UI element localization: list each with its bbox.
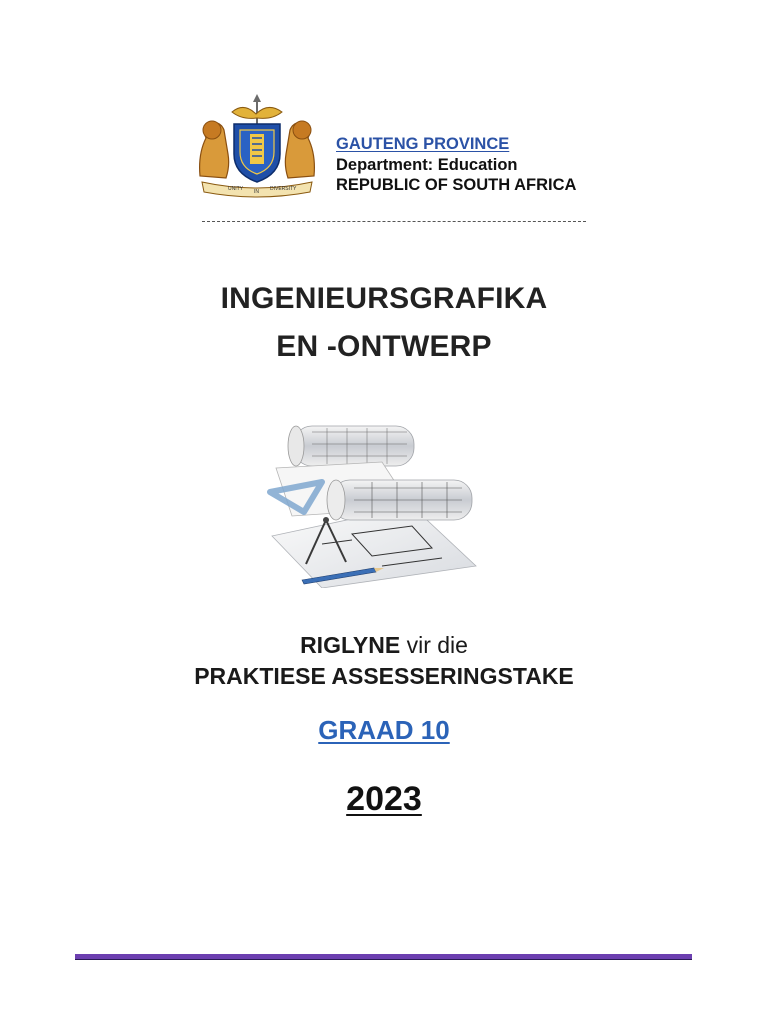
page-title-line-1: INGENIEURSGRAFIKA xyxy=(220,282,548,315)
grade-label: GRAAD 10 xyxy=(318,715,450,745)
coat-of-arms-icon xyxy=(192,94,322,198)
department-block xyxy=(336,136,576,194)
year-label: 2023 xyxy=(346,780,422,818)
footer-divider xyxy=(75,954,692,960)
subtitle-vir-die: vir die xyxy=(406,632,468,658)
page-title-line-2: EN -ONTWERP xyxy=(276,330,492,363)
province-name: GAUTENG PROVINCE xyxy=(336,135,510,153)
subtitle-riglyne: RIGLYNE xyxy=(300,632,401,658)
technical-drawing-icon xyxy=(262,416,486,588)
country-name: REPUBLIC OF SOUTH AFRICA xyxy=(336,176,577,194)
svg-text:IN: IN xyxy=(254,189,259,195)
svg-text:UNITY: UNITY xyxy=(228,186,243,192)
header-divider xyxy=(202,221,586,222)
svg-text:DIVERSITY: DIVERSITY xyxy=(270,186,297,192)
subtitle-line-1 xyxy=(0,632,768,659)
subtitle-line-2: PRAKTIESE ASSESSERINGSTAKE xyxy=(194,663,574,689)
department-name: Department: Education xyxy=(336,155,518,174)
